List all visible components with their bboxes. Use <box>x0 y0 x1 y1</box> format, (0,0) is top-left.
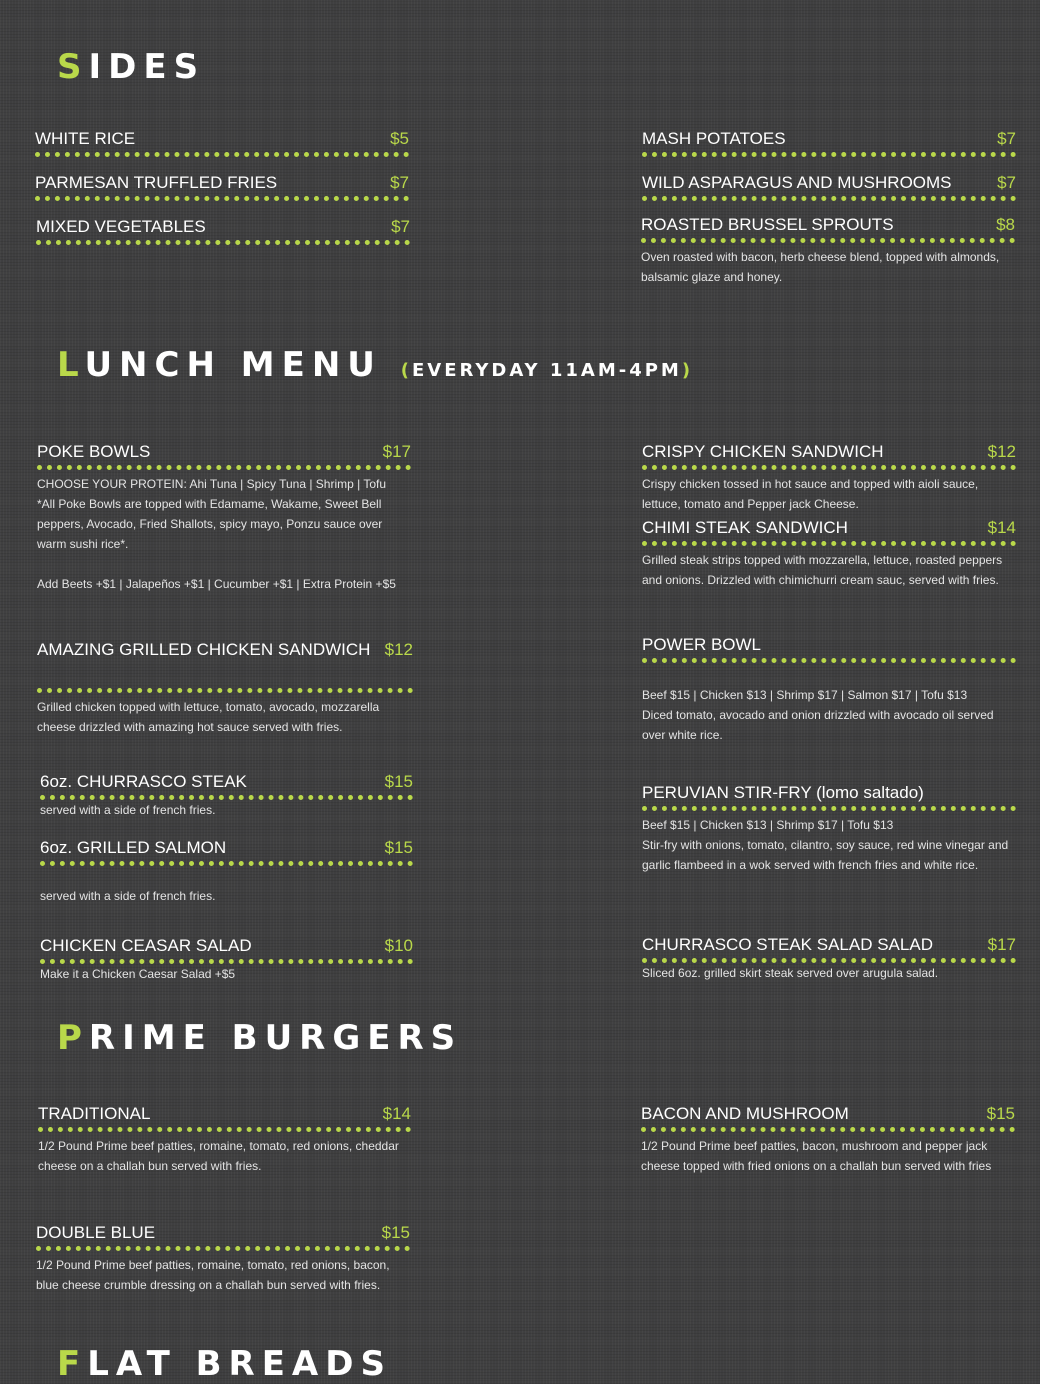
menu-item-chimi-steak <box>642 519 1016 590</box>
menu-item-double-blue <box>36 1224 410 1295</box>
menu-item-crispy-chicken <box>642 443 1016 514</box>
item-name: PERUVIAN STIR-FRY (lomo saltado) <box>642 783 924 802</box>
menu-item-churrasco-steak <box>40 773 413 820</box>
item-name: MIXED VEGETABLES <box>36 217 206 236</box>
item-description: 1/2 Pound Prime beef patties, bacon, mushroom and pepper jack cheese topped with fried onions on a challah bun served with fries <box>641 1139 992 1173</box>
item-name: CRISPY CHICKEN SANDWICH <box>642 442 884 461</box>
item-price: $15 <box>384 772 413 791</box>
item-price: $15 <box>381 1223 410 1242</box>
menu-item-grilled-salmon <box>40 839 413 906</box>
item-price: $7 <box>391 217 410 236</box>
item-price: $10 <box>384 936 413 955</box>
menu-item-parmesan-fries <box>35 174 409 201</box>
menu-item-white-rice <box>35 130 409 157</box>
item-price: $15 <box>384 838 413 857</box>
item-name: WHITE RICE <box>35 129 136 148</box>
item-description: Grilled chicken topped with lettuce, tomato, avocado, mozzarella cheese drizzled with amazing hot sauce served with fries. <box>37 700 380 734</box>
item-name: CHICKEN CEASAR SALAD <box>40 936 252 955</box>
item-price: $7 <box>390 173 409 192</box>
item-description: Grilled steak strips topped with mozzarella, lettuce, roasted peppers and onions. Drizzled with chimichurri cream sauc, served with fries. <box>642 553 1003 587</box>
menu-item-asparagus <box>642 174 1016 201</box>
item-price: $12 <box>384 640 413 659</box>
item-description: served with a side of french fries. <box>40 803 216 817</box>
item-price: $5 <box>390 129 409 148</box>
item-description: Make it a Chicken Caesar Salad +$5 <box>40 967 236 981</box>
item-description: Sliced 6oz. grilled skirt steak served over arugula salad. <box>642 966 939 980</box>
item-description: served with a side of french fries. <box>40 889 216 903</box>
item-description: 1/2 Pound Prime beef patties, romaine, tomato, red onions, bacon, blue cheese crumble dressing on a challah bun served with fries. <box>36 1258 390 1292</box>
menu-item-peruvian-stir-fry <box>642 784 1016 875</box>
item-name: POWER BOWL <box>642 635 762 654</box>
item-name: POKE BOWLS <box>37 442 151 461</box>
item-description: Beef $15 | Chicken $13 | Shrimp $17 | Tofu $13 Stir-fry with onions, tomato, cilantro, soy sauce, red wine vinegar and garlic flambeed in a wok served with french fries and white rice. <box>642 818 1009 872</box>
item-name: PARMESAN TRUFFLED FRIES <box>35 173 278 192</box>
item-name: 6oz. CHURRASCO STEAK <box>40 772 247 791</box>
item-price: $8 <box>996 215 1015 234</box>
item-price: $7 <box>997 173 1016 192</box>
item-description: CHOOSE YOUR PROTEIN: Ahi Tuna | Spicy Tuna | Shrimp | Tofu *All Poke Bowls are topped with Edamame, Wakame, Sweet Bell peppers, Avocado, Fried Shallots, spicy mayo, Ponzu sauce over warm sushi rice*. Add Beets +$1 | Jalapeños +$1 | Cucumber +$1 | Extra Protein +$5 <box>37 477 396 591</box>
menu-item-steak-salad <box>642 936 1016 983</box>
item-name: WILD ASPARAGUS AND MUSHROOMS <box>642 173 952 192</box>
item-description: 1/2 Pound Prime beef patties, romaine, tomato, red onions, cheddar cheese on a challah bun served with fries. <box>38 1139 399 1173</box>
item-name: DOUBLE BLUE <box>36 1223 156 1242</box>
prime-burgers-heading: PRIME BURGERS <box>57 1018 463 1058</box>
menu-item-brussel-sprouts <box>641 216 1015 287</box>
item-description: Crispy chicken tossed in hot sauce and topped with aioli sauce, lettuce, tomato and Pepper jack Cheese. <box>642 477 979 511</box>
flat-breads-heading: FLAT BREADS <box>57 1344 392 1384</box>
item-price: $7 <box>997 129 1016 148</box>
item-name: ROASTED BRUSSEL SPROUTS <box>641 215 894 234</box>
lunch-hours: (EVERYDAY 11AM-4PM) <box>400 360 694 381</box>
menu-item-chicken-caesar <box>40 937 413 984</box>
menu-item-mixed-vegetables <box>36 218 410 245</box>
item-description: Oven roasted with bacon, herb cheese blend, topped with almonds, balsamic glaze and honey. <box>641 250 1000 284</box>
item-name: CHURRASCO STEAK SALAD SALAD <box>642 935 933 954</box>
item-price: $14 <box>987 518 1016 537</box>
lunch-menu-heading: LUNCH MENU (EVERYDAY 11AM-4PM) <box>57 345 694 385</box>
item-price: $15 <box>986 1104 1015 1123</box>
menu-item-poke-bowls <box>37 443 411 594</box>
item-price: $14 <box>382 1104 411 1123</box>
menu-item-mash-potatoes <box>642 130 1016 157</box>
item-price: $17 <box>382 442 411 461</box>
item-name: 6oz. GRILLED SALMON <box>40 838 227 857</box>
item-name: BACON AND MUSHROOM <box>641 1104 849 1123</box>
menu-item-power-bowl <box>642 636 1016 745</box>
item-name: MASH POTATOES <box>642 129 786 148</box>
item-name: AMAZING GRILLED CHICKEN SANDWICH <box>37 640 371 659</box>
menu-item-bacon-mushroom <box>641 1105 1015 1176</box>
menu-item-grilled-chicken <box>37 641 413 737</box>
item-price: $17 <box>987 935 1016 954</box>
item-price: $12 <box>987 442 1016 461</box>
item-name: CHIMI STEAK SANDWICH <box>642 518 848 537</box>
menu-item-traditional <box>38 1105 411 1176</box>
item-description: Beef $15 | Chicken $13 | Shrimp $17 | Salmon $17 | Tofu $13 Diced tomato, avocado and onion drizzled with avocado oil served over white rice. <box>642 688 994 742</box>
sides-heading: SIDES <box>57 47 206 87</box>
item-name: TRADITIONAL <box>38 1104 151 1123</box>
